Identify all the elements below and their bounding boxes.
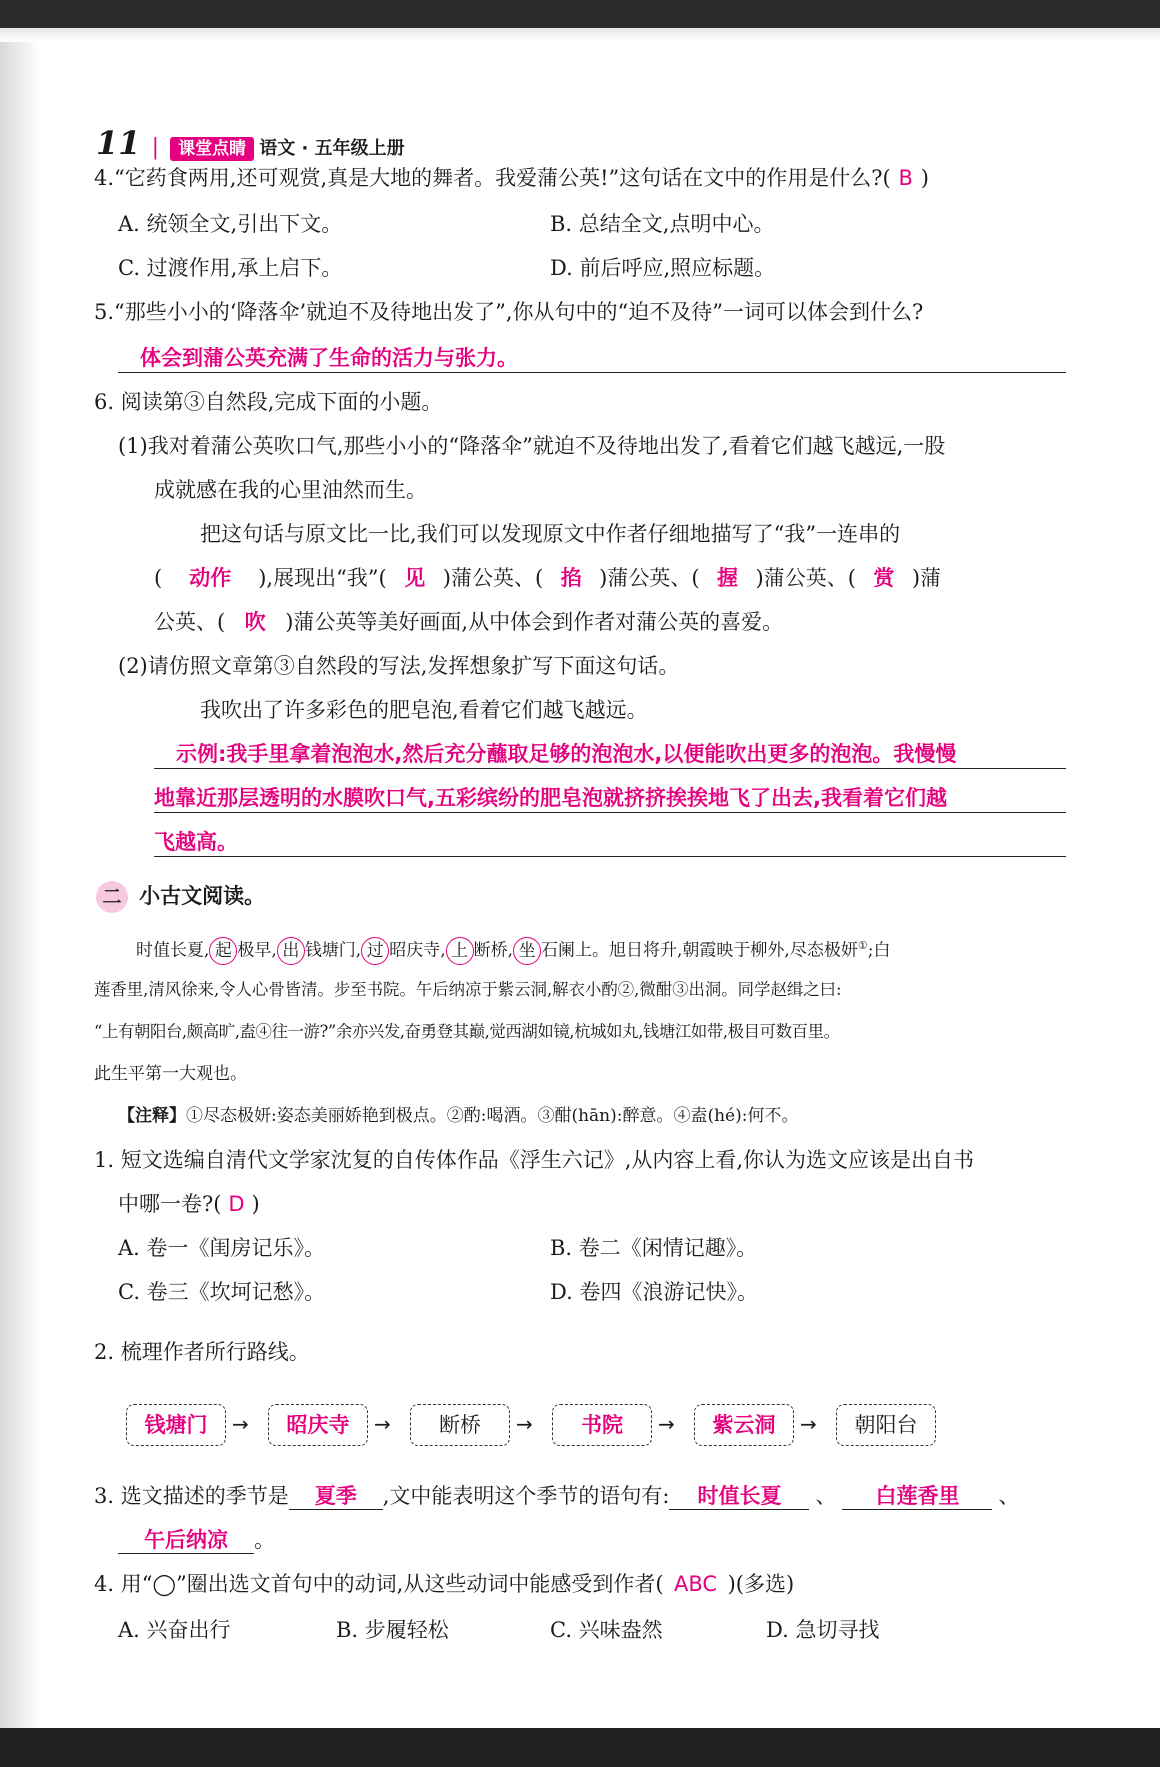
q4-close: ) — [920, 166, 929, 190]
passage-text: 钱塘门, — [304, 940, 362, 961]
s2q4-option-a: A. 兴奋出行 — [118, 1618, 231, 1642]
s2q3-answer-2: 白莲香里 — [842, 1483, 992, 1510]
route-stop-6: 朝阳台 — [836, 1404, 936, 1446]
s2q1-answer: D — [228, 1192, 245, 1216]
header-badge: 课堂点睛 — [170, 137, 254, 161]
circled-verb: 过 — [361, 937, 389, 965]
blank-text: ),展现出“我”( — [258, 566, 387, 590]
workbook-page — [0, 28, 1160, 1728]
q4-stem: 4.“它药食两用,还可观赏,真是大地的舞者。我爱蒲公英!”这句话在文中的作用是什么?( — [94, 166, 891, 190]
passage-line-1 — [136, 934, 890, 965]
page-top-shadow — [0, 28, 1160, 42]
route-arrow: → — [516, 1412, 533, 1436]
blank-text: 公英、( — [154, 610, 226, 634]
s2q1-option-c: C. 卷三《坎坷记愁》。 — [118, 1280, 326, 1304]
route-stop-5: 紫云洞 — [694, 1404, 794, 1446]
s2q1-line1: 1. 短文选编自清代文学家沈复的自传体作品《浮生六记》,从内容上看,你认为选文应该是出自书 — [94, 1148, 975, 1172]
q4-option-c: C. 过渡作用,承上启下。 — [118, 256, 343, 280]
s2q4-option-c: C. 兴味盎然 — [550, 1618, 663, 1642]
passage-line-2: 莲香里,清风徐来,令人心骨皆清。步至书院。午后纳凉于紫云洞,解衣小酌②,微酣③出洞。同学赵缉之曰: — [94, 980, 842, 999]
s2q3-line1 — [94, 1482, 1019, 1510]
s2q4-option-d: D. 急切寻找 — [766, 1618, 880, 1642]
q6-p1-line1: (1)我对着蒲公英吹口气,那些小小的“降落伞”就迫不及待地出发了,看着它们越飞越远,一股 — [118, 434, 946, 458]
page-header — [96, 124, 405, 162]
blank-text: )蒲公英、( — [755, 566, 856, 590]
q6-answer-6: 吹 — [244, 610, 266, 634]
answer-line — [154, 812, 1066, 813]
s2q4-text: 4. 用“◯”圈出选文首句中的动词,从这些动词中能感受到作者( — [94, 1572, 664, 1596]
header-divider: | — [151, 135, 160, 160]
s2q1-line2: 中哪一卷?( — [118, 1192, 222, 1216]
s2q3-text: ,文中能表明这个季节的语句有: — [382, 1484, 670, 1508]
passage-line-4: 此生平第一大观也。 — [94, 1064, 247, 1084]
q4-option-a: A. 统领全文,引出下文。 — [118, 212, 343, 236]
s2q2-stem: 2. 梳理作者所行路线。 — [94, 1340, 310, 1364]
q6-p2-answer-2: 地靠近那层透明的水膜吹口气,五彩缤纷的肥皂泡就挤挤挨挨地飞了出去,我看着它们越 — [154, 786, 947, 810]
route-stop-2: 昭庆寺 — [268, 1404, 368, 1446]
q6-answer-5: 赏 — [873, 566, 895, 590]
passage-text: 极早, — [237, 940, 277, 961]
s2q3-answer-season: 夏季 — [289, 1483, 383, 1510]
circled-verb: 起 — [209, 937, 237, 965]
route-arrow: → — [800, 1412, 817, 1436]
s2q3-sep: 、 — [815, 1484, 837, 1508]
blank-text: )蒲公英等美好画面,从中体会到作者对蒲公英的喜爱。 — [285, 610, 784, 634]
blank-paren: ( — [154, 566, 163, 590]
s2q3-sep: 、 — [998, 1484, 1020, 1508]
passage-text: 石阑上。旭日将升,朝霞映于柳外,尽态极妍 — [541, 940, 858, 961]
q6-p2-answer-3: 飞越高。 — [154, 830, 238, 854]
note-label: 【注释】 — [118, 1106, 186, 1126]
q6-blank-line-2 — [154, 608, 783, 636]
section2-heading — [96, 880, 265, 913]
route-stop-4: 书院 — [552, 1404, 652, 1446]
route-stop-3: 断桥 — [410, 1404, 510, 1446]
blank-text: )蒲 — [911, 566, 942, 590]
page-edge-shadow — [0, 28, 40, 1728]
q4-option-d: D. 前后呼应,照应标题。 — [550, 256, 776, 280]
blank-text: )蒲公英、( — [442, 566, 544, 590]
route-arrow: → — [232, 1412, 249, 1436]
page-number: 11 — [96, 124, 141, 162]
q6-p2-answer-1: 示例:我手里拿着泡泡水,然后充分蘸取足够的泡泡水,以便能吹出更多的泡泡。我慢慢 — [176, 742, 957, 766]
q6-p2: (2)请仿照文章第③自然段的写法,发挥想象扩写下面这句话。 — [118, 654, 680, 678]
passage-text: 断桥, — [473, 940, 514, 961]
s2q3-text: 3. 选文描述的季节是 — [94, 1484, 289, 1508]
s2q4-option-b: B. 步履轻松 — [336, 1618, 449, 1642]
passage-note — [118, 1104, 798, 1128]
q5-stem: 5.“那些小小的‘降落伞’就迫不及待地出发了”,你从句中的“迫不及待”一词可以体会到什么? — [94, 300, 924, 324]
answer-line — [154, 768, 1066, 769]
circled-verb: 出 — [277, 937, 305, 965]
q5-answer: 体会到蒲公英充满了生命的活力与张力。 — [140, 346, 518, 370]
circled-verb: 上 — [446, 937, 474, 965]
q4-stem-line — [94, 164, 929, 192]
footnote-marker: ① — [857, 939, 868, 952]
q6-answer-4: 握 — [717, 566, 739, 590]
circled-verb: 坐 — [513, 937, 541, 965]
bottom-bar — [0, 1728, 1160, 1767]
q6-answer-1: 动作 — [189, 566, 232, 590]
q6-answer-2: 见 — [404, 566, 426, 590]
section-title: 小古文阅读。 — [139, 884, 266, 908]
blank-text: )蒲公英、( — [599, 566, 700, 590]
s2q4-text: )(多选) — [727, 1572, 795, 1596]
s2q1-option-a: A. 卷一《闺房记乐》。 — [118, 1236, 326, 1260]
q4-answer: B — [898, 166, 913, 190]
note-text: ①尽态极妍:姿态美丽娇艳到极点。②酌:喝酒。③酣(hān):醉意。④盍(hé):何不。 — [186, 1106, 799, 1126]
header-subtitle: 语文 · 五年级上册 — [259, 138, 405, 159]
s2q1-option-b: B. 卷二《闲情记趣》。 — [550, 1236, 758, 1260]
q6-stem: 6. 阅读第③自然段,完成下面的小题。 — [94, 390, 443, 414]
s2q3-line2 — [118, 1526, 275, 1554]
q6-answer-3: 掐 — [560, 566, 582, 590]
s2q1-option-d: D. 卷四《浪游记快》。 — [550, 1280, 758, 1304]
q6-blank-line-1 — [154, 564, 941, 592]
q6-p1-compare: 把这句话与原文比一比,我们可以发现原文中作者仔细地描写了“我”一连串的 — [200, 522, 901, 546]
s2q3-end: 。 — [254, 1528, 275, 1552]
q6-p1-line2: 成就感在我的心里油然而生。 — [154, 478, 427, 502]
route-arrow: → — [658, 1412, 675, 1436]
passage-text: 昭庆寺, — [389, 940, 446, 961]
s2q3-answer-1: 时值长夏 — [669, 1483, 809, 1510]
q4-option-b: B. 总结全文,点明中心。 — [550, 212, 775, 236]
q6-p2-sentence: 我吹出了许多彩色的肥皂泡,看着它们越飞越远。 — [200, 698, 648, 722]
passage-text: 时值长夏, — [136, 940, 210, 961]
passage-text: ;白 — [867, 940, 891, 961]
s2q3-answer-3: 午后纳凉 — [118, 1527, 254, 1554]
section-number: 二 — [96, 881, 128, 913]
passage-line-3: “上有朝阳台,颇高旷,盍④往一游?”余亦兴发,奋勇登其巅,觉西湖如镜,杭城如丸,钱塘江如带,极目可数百里。 — [94, 1022, 840, 1041]
q5-answer-line — [118, 372, 1066, 373]
route-arrow: → — [374, 1412, 391, 1436]
s2q4-answer: ABC — [674, 1572, 718, 1596]
answer-line — [154, 856, 1066, 857]
s2q1-close: ) — [251, 1192, 260, 1216]
s2q4-line — [94, 1570, 794, 1598]
route-stop-1: 钱塘门 — [126, 1404, 226, 1446]
s2q1-line2-wrap — [118, 1190, 260, 1218]
